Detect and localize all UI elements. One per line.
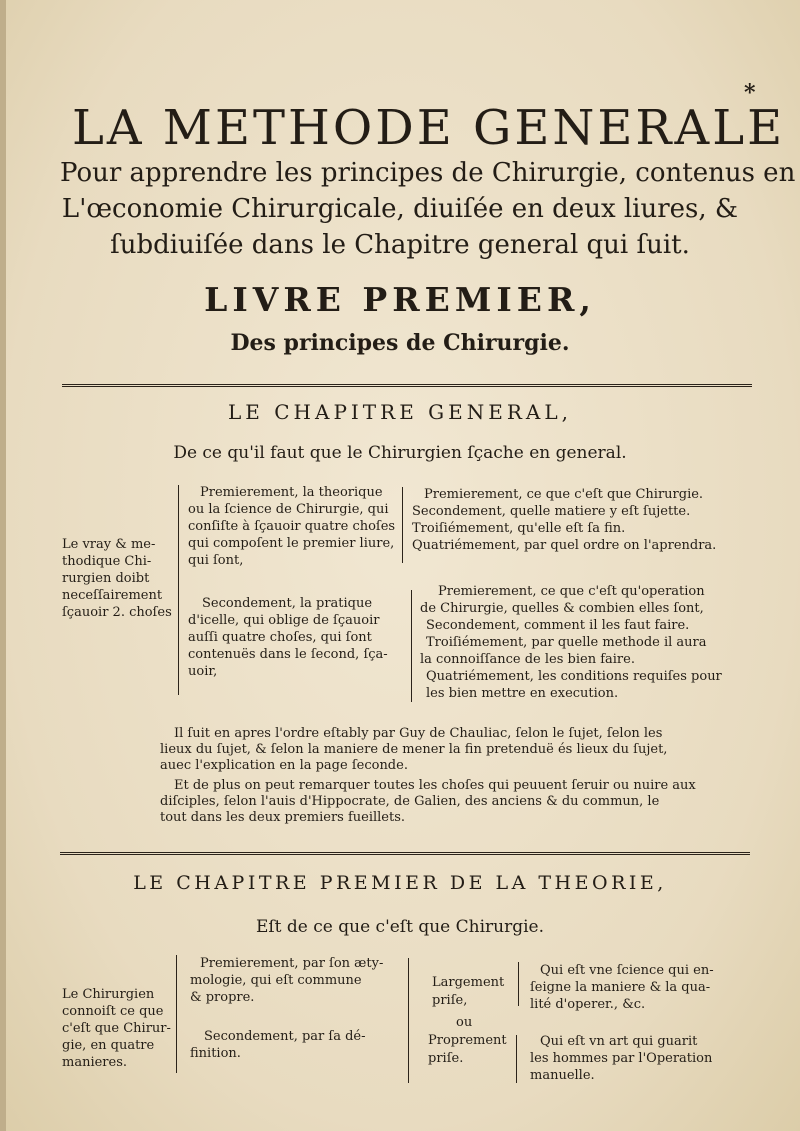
ou-label: ou <box>456 1015 473 1030</box>
subtitle-line: ſubdiuiſée dans le Chapitre general qui ſuit. <box>110 230 690 260</box>
brace-line <box>518 962 519 1006</box>
text-line: conſiſte à ſçauoir quatre choſes <box>188 519 396 534</box>
text-line: qui ſont, <box>188 553 244 568</box>
page-edge <box>0 0 6 1131</box>
book-subheading: Des principes de Chirurgie. <box>230 330 570 356</box>
brace-line <box>178 485 179 695</box>
general-left-text <box>62 536 172 621</box>
text-line: mologie, qui eſt commune <box>190 973 362 988</box>
text-line: finition. <box>190 1046 241 1061</box>
ornamental-rule <box>62 384 752 387</box>
theorique-block <box>188 484 395 569</box>
list-item: lité d'operer., &c. <box>530 997 646 1012</box>
text-line: connoiſt ce que <box>62 1004 164 1019</box>
list-item: Quatriémement, les conditions requiſes pour <box>426 669 722 684</box>
text-line: auſſi quatre choſes, qui ſont <box>188 630 372 645</box>
brace-line <box>402 487 403 563</box>
text-line: ſçauoir 2. choſes <box>62 605 172 620</box>
chapter-subheading: De ce qu'il faut que le Chirurgien ſçache en general. <box>173 443 627 463</box>
text-line: diſciples, ſelon l'auis d'Hippocrate, de Galien, des anciens & du commun, le <box>160 794 660 809</box>
proprement-label <box>428 1032 507 1068</box>
subtitle-line: Pour apprendre les principes de Chirurgie, contenus en <box>60 158 796 188</box>
list-item: Quatriémement, par quel ordre on l'aprendra. <box>412 538 717 553</box>
chapter-subheading: Eſt de ce que c'eſt que Chirurgie. <box>255 917 545 937</box>
text-line: Il ſuit en apres l'ordre eſtably par Guy de Chauliac, ſelon le ſujet, ſelon les <box>174 726 663 741</box>
pratique-items <box>420 583 722 702</box>
list-item: la connoiſſance de les bien faire. <box>420 652 635 667</box>
list-item: Premierement, ce que c'eſt que Chirurgie. <box>424 487 704 502</box>
list-item: de Chirurgie, quelles & combien elles ſont, <box>420 601 704 616</box>
text-line: lieux du ſujet, & ſelon la maniere de mener la fin pretenduë és lieux du ſujet, <box>160 742 668 757</box>
definition-block <box>190 1028 366 1062</box>
text-line: thodique Chi- <box>62 554 152 569</box>
text-line: Et de plus on peut remarquer toutes les choſes qui peuuent ſeruir ou nuire aux <box>174 778 696 793</box>
chapter-heading: LE CHAPITRE GENERAL, <box>228 400 572 424</box>
proprement-items <box>530 1033 712 1084</box>
text-line: Le Chirurgien <box>62 987 155 1002</box>
brace-line <box>176 955 177 1073</box>
list-item: Troiſiémement, par quelle methode il aura <box>426 635 707 650</box>
text-line: c'eſt que Chirur- <box>62 1021 171 1036</box>
list-item: les bien mettre en execution. <box>426 686 619 701</box>
list-item: Secondement, quelle matiere y eſt ſujette. <box>412 504 691 519</box>
text-line: tout dans les deux premiers fueillets. <box>160 810 406 825</box>
text-line: priſe. <box>428 1051 464 1066</box>
etymology-block <box>190 955 383 1006</box>
main-title: LA METHODE GENERALE <box>72 100 786 156</box>
text-line: d'icelle, qui oblige de ſçauoir <box>188 613 380 628</box>
list-item: Qui eſt vn art qui guarit <box>540 1034 698 1049</box>
text-line: uoir, <box>188 664 218 679</box>
asterisk-mark: * <box>744 80 756 106</box>
text-line: Secondement, par ſa dé- <box>204 1029 366 1044</box>
text-line: rurgien doibt <box>62 571 150 586</box>
pratique-block <box>188 595 388 680</box>
largement-items <box>530 962 714 1013</box>
book-heading: LIVRE PREMIER, <box>204 280 596 319</box>
text-line: qui compoſent le premier liure, <box>188 536 395 551</box>
list-item: manuelle. <box>530 1068 595 1083</box>
brace-line <box>408 958 409 1083</box>
text-line: Le vray & me- <box>62 537 156 552</box>
text-line: neceſſairement <box>62 588 163 603</box>
text-line: gie, en quatre <box>62 1038 155 1053</box>
list-item: Secondement, comment il les faut faire. <box>426 618 690 633</box>
list-item: Qui eſt vne ſcience qui en- <box>540 963 714 978</box>
theorique-items <box>412 486 716 554</box>
text-line: Premierement, la theorique <box>200 485 383 500</box>
largement-label <box>432 974 504 1010</box>
text-line: priſe, <box>432 993 468 1008</box>
text-line: Largement <box>432 975 505 990</box>
text-line: ou la ſcience de Chirurgie, qui <box>188 502 389 517</box>
chapter-heading: LE CHAPITRE PREMIER DE LA THEORIE, <box>133 872 667 894</box>
list-item: Troiſiémement, qu'elle eſt ſa fin. <box>412 521 626 536</box>
paragraph <box>160 778 696 826</box>
list-item: Premierement, ce que c'eſt qu'operation <box>438 584 705 599</box>
text-line: contenuës dans le ſecond, ſça- <box>188 647 388 662</box>
list-item: les hommes par l'Operation <box>530 1051 713 1066</box>
text-line: Proprement <box>428 1033 507 1048</box>
brace-line <box>516 1035 517 1083</box>
text-line: Secondement, la pratique <box>202 596 373 611</box>
text-line: manieres. <box>62 1055 128 1070</box>
brace-line <box>411 590 412 702</box>
list-item: ſeigne la maniere & la qua- <box>530 980 711 995</box>
text-line: Premierement, par ſon æty- <box>200 956 384 971</box>
text-line: & propre. <box>190 990 255 1005</box>
premier-left-text <box>62 986 171 1071</box>
text-line: auec l'explication en la page ſeconde. <box>160 758 408 773</box>
subtitle-line: L'œconomie Chirurgicale, diuiſée en deux liures, & <box>61 194 739 224</box>
paragraph <box>160 726 667 774</box>
ornamental-rule <box>60 852 750 855</box>
